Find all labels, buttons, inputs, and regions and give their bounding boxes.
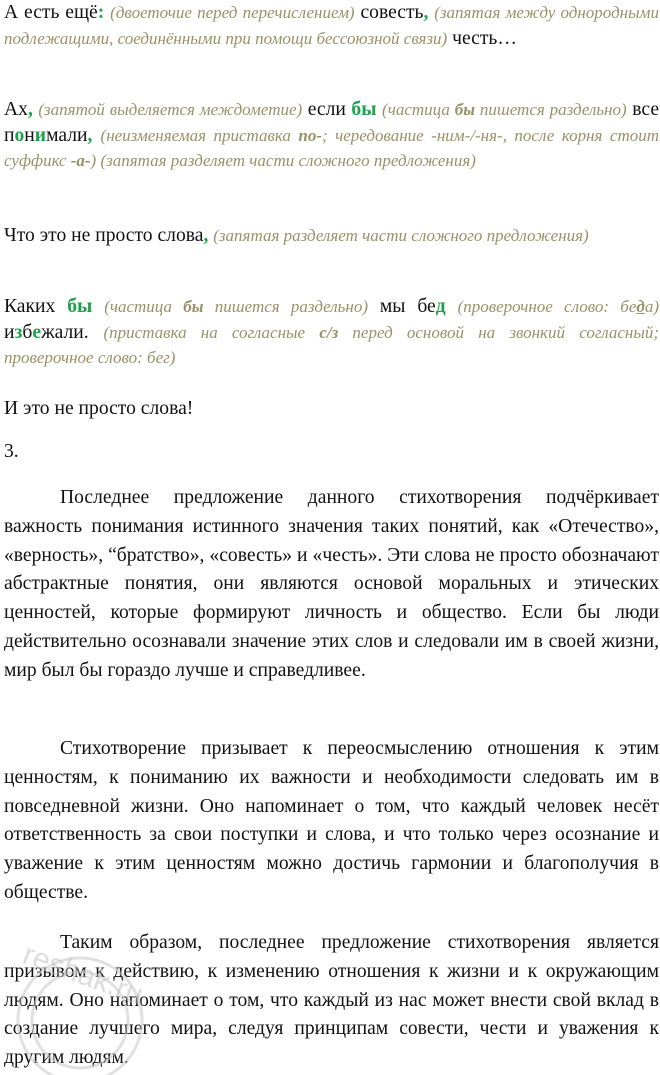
text: совесть	[360, 2, 424, 23]
text: Каких	[4, 296, 56, 317]
svg-text:reshak.ru: reshak.ru	[18, 937, 148, 1012]
text: если	[307, 99, 346, 120]
analysis-line-1	[4, 0, 659, 51]
punct-comma: ,	[203, 225, 209, 246]
paragraph-3: Таким образом, последнее предложение стихотворения является призывом к действию, к изменению отношения к жизни и к окружающим людям. Оно напоминает о том, что каждый из нас может внести свой вклад в создание лучшего мира, следуя принципам совести, чести и уважения к другим людям.	[4, 932, 659, 1069]
comment: (запятой выделяется междометие)	[38, 100, 303, 119]
text: Ах	[4, 99, 28, 120]
analysis-line-2	[4, 97, 659, 174]
punct-comma: ,	[27, 99, 33, 120]
text: честь…	[452, 27, 517, 49]
word-ponimali: все понимали	[4, 99, 660, 146]
text: А есть ещё	[4, 2, 98, 23]
comment: (проверочное слово: беда)	[457, 297, 659, 316]
text: Что это не просто слова	[4, 225, 204, 246]
analysis-line-5: И это не просто слова!	[4, 398, 194, 419]
punct-colon: :	[97, 2, 105, 23]
analysis-line-4	[4, 294, 659, 371]
comment: (частица бы пишется раздельно)	[382, 100, 627, 119]
particle-by: бы	[351, 99, 377, 120]
comment: (приставка на согласные с/з перед основой на звонкий согласный; проверочное слово: бег)	[4, 322, 660, 368]
comment: (запятая между однородными подлежащими, соединёнными при помощи бессоюзной связи)	[4, 3, 659, 48]
punct-comma: ,	[87, 124, 93, 146]
particle-by: бы	[67, 296, 93, 317]
analysis-line-3	[4, 223, 659, 249]
comment: (неизменяемая приставка по-; чередование -ним-/-ня-, после корня стоит суффикс -а-) (запятая разделяет части сложного предложения)	[4, 125, 659, 171]
punct-comma: ,	[423, 2, 429, 23]
comment: (запятая разделяет части сложного предложения)	[213, 226, 589, 245]
section-number: 3.	[4, 441, 19, 462]
word-bed: мы бед	[379, 296, 446, 317]
paragraph-2: Стихотворение призывает к переосмыслению отношения к этим ценностям, к пониманию их важности и необходимости следовать им в повседневной жизни. Оно напоминает о том, что каждый человек несёт ответственность за свои поступки и слова, и что только через осознание и уважение к этим ценностям можно достичь гармонии и благополучия в обществе.	[4, 738, 659, 903]
comment: (частица бы пишется раздельно)	[104, 297, 368, 316]
comment: (двоеточие перед перечислением)	[110, 3, 355, 22]
word-izbezhali: избежали.	[4, 321, 89, 343]
paragraph-1: Последнее предложение данного стихотворения подчёркивает важность понимания истинного значения таких понятий, как «Отечество», «верность», “братство», «совесть» и «честь». Эти слова не просто обозначают абстрактные понятия, они являются основой моральных и этических ценностей, которые формируют личность и общество. Если бы люди действительно осознавали значение этих слов и следовали им в своей жизни, мир был бы гораздо лучше и справедливее.	[4, 487, 659, 681]
